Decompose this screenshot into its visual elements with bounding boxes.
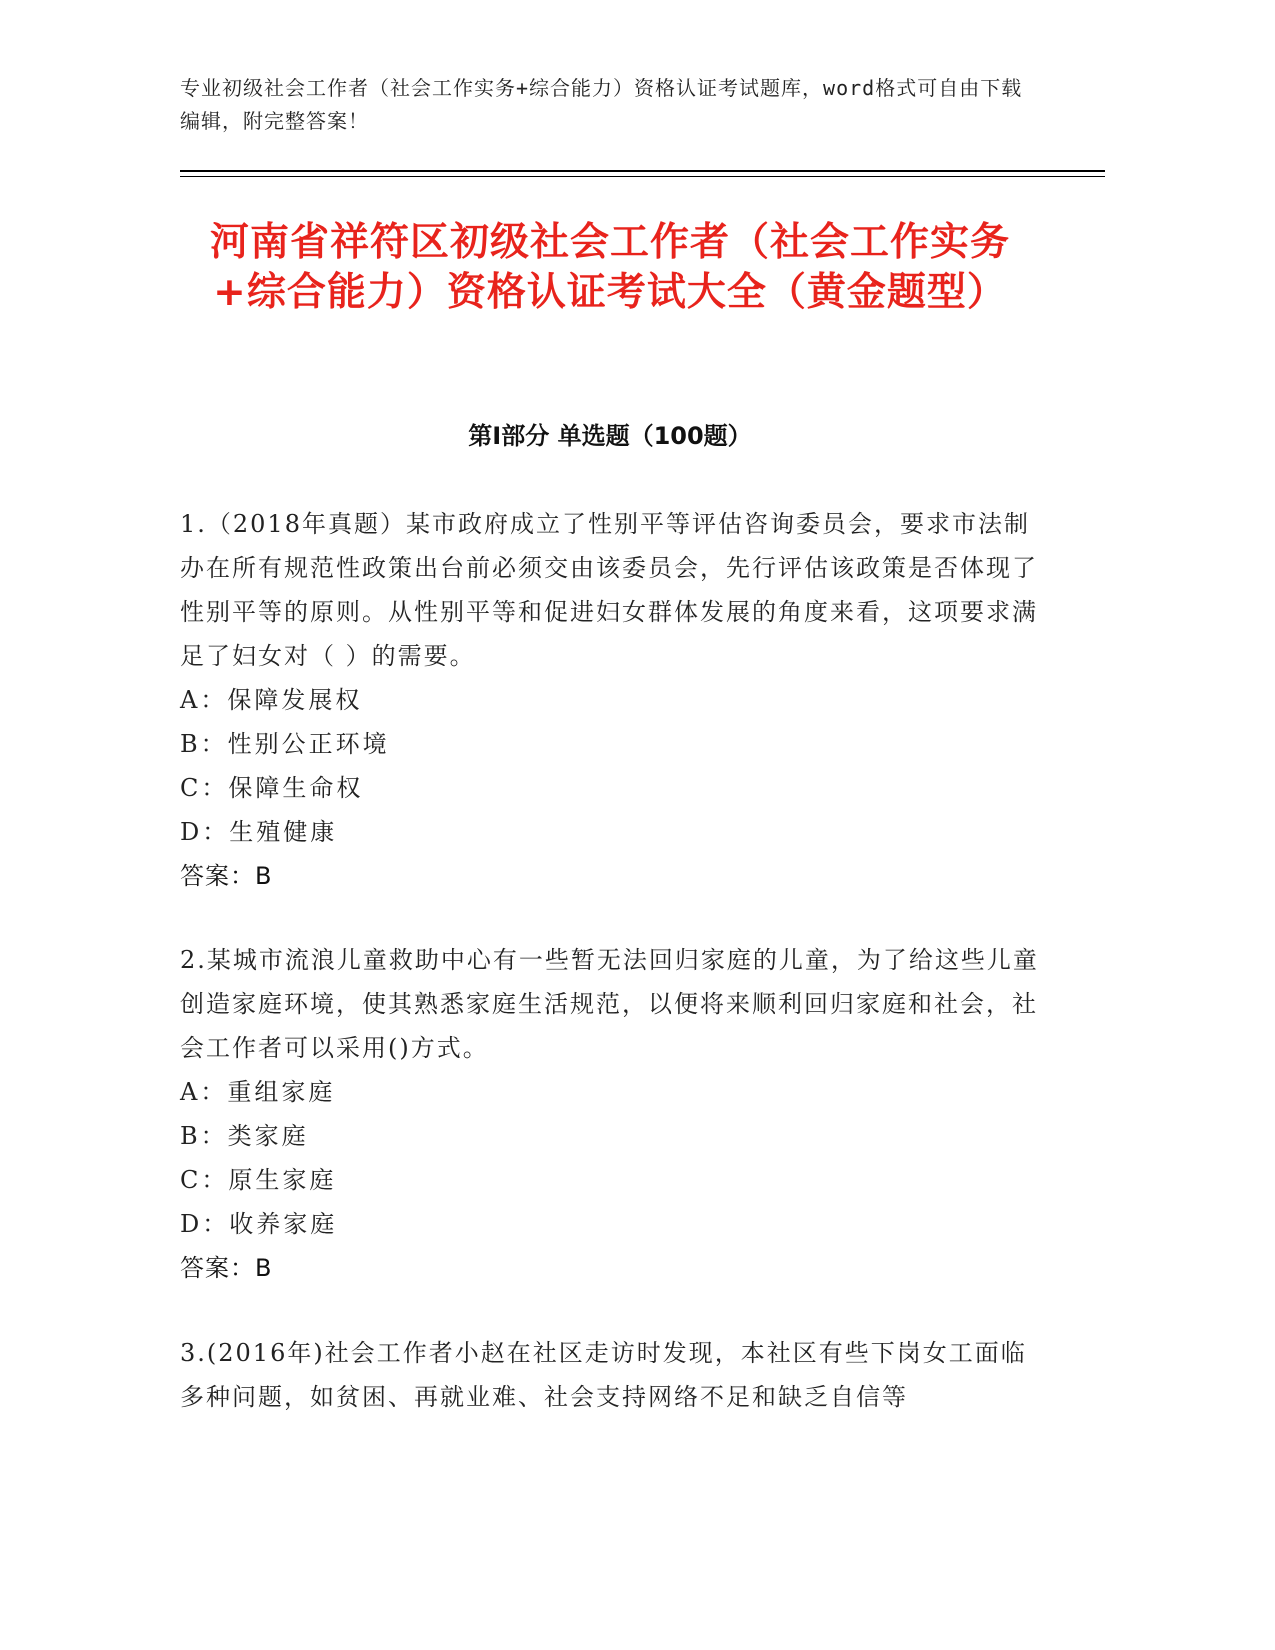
question-stem: 2.某城市流浪儿童救助中心有一些暂无法回归家庭的儿童，为了给这些儿童创造家庭环境，使其熟悉家庭生活规范，以便将来顺利回归家庭和社会，社会工作者可以采用()方式。 [180, 946, 1039, 1062]
section-title: 第Ⅰ部分 单选题（100题） [468, 422, 752, 450]
header-divider-thick [180, 170, 1105, 172]
option-d: D：生殖健康 [180, 818, 338, 846]
header-note: 专业初级社会工作者（社会工作实务+综合能力）资格认证考试题库，word格式可自由下载编辑，附完整答案！ [180, 76, 1023, 133]
option-a: A：重组家庭 [180, 1078, 336, 1106]
answer-line: 答案：B [180, 1254, 273, 1282]
header-divider-thin [180, 176, 1105, 177]
option-b: B：类家庭 [180, 1122, 309, 1150]
option-a: A：保障发展权 [180, 686, 363, 714]
option-c: C：原生家庭 [180, 1166, 337, 1194]
question-stem: 1.（2018年真题）某市政府成立了性别平等评估咨询委员会，要求市法制办在所有规范性政策出台前必须交由该委员会，先行评估该政策是否体现了性别平等的原则。从性别平等和促进妇女群体发展的角度来看，这项要求满足了妇女对（ ）的需要。 [180, 510, 1038, 670]
question-stem: 3.(2016年)社会工作者小赵在社区走访时发现，本社区有些下岗女工面临多种问题，如贫困、再就业难、社会支持网络不足和缺乏自信等 [180, 1339, 1027, 1411]
answer-line: 答案：B [180, 862, 273, 890]
option-list [180, 678, 1040, 854]
option-c: C：保障生命权 [180, 774, 364, 802]
question-3 [180, 1331, 1040, 1419]
question-1 [180, 502, 1040, 898]
document-title: 河南省祥符区初级社会工作者（社会工作实务+综合能力）资格认证考试大全（黄金题型） [209, 220, 1010, 315]
option-list [180, 1070, 1040, 1246]
option-d: D：收养家庭 [180, 1210, 338, 1238]
question-2 [180, 938, 1040, 1290]
option-b: B：性别公正环境 [180, 730, 390, 758]
